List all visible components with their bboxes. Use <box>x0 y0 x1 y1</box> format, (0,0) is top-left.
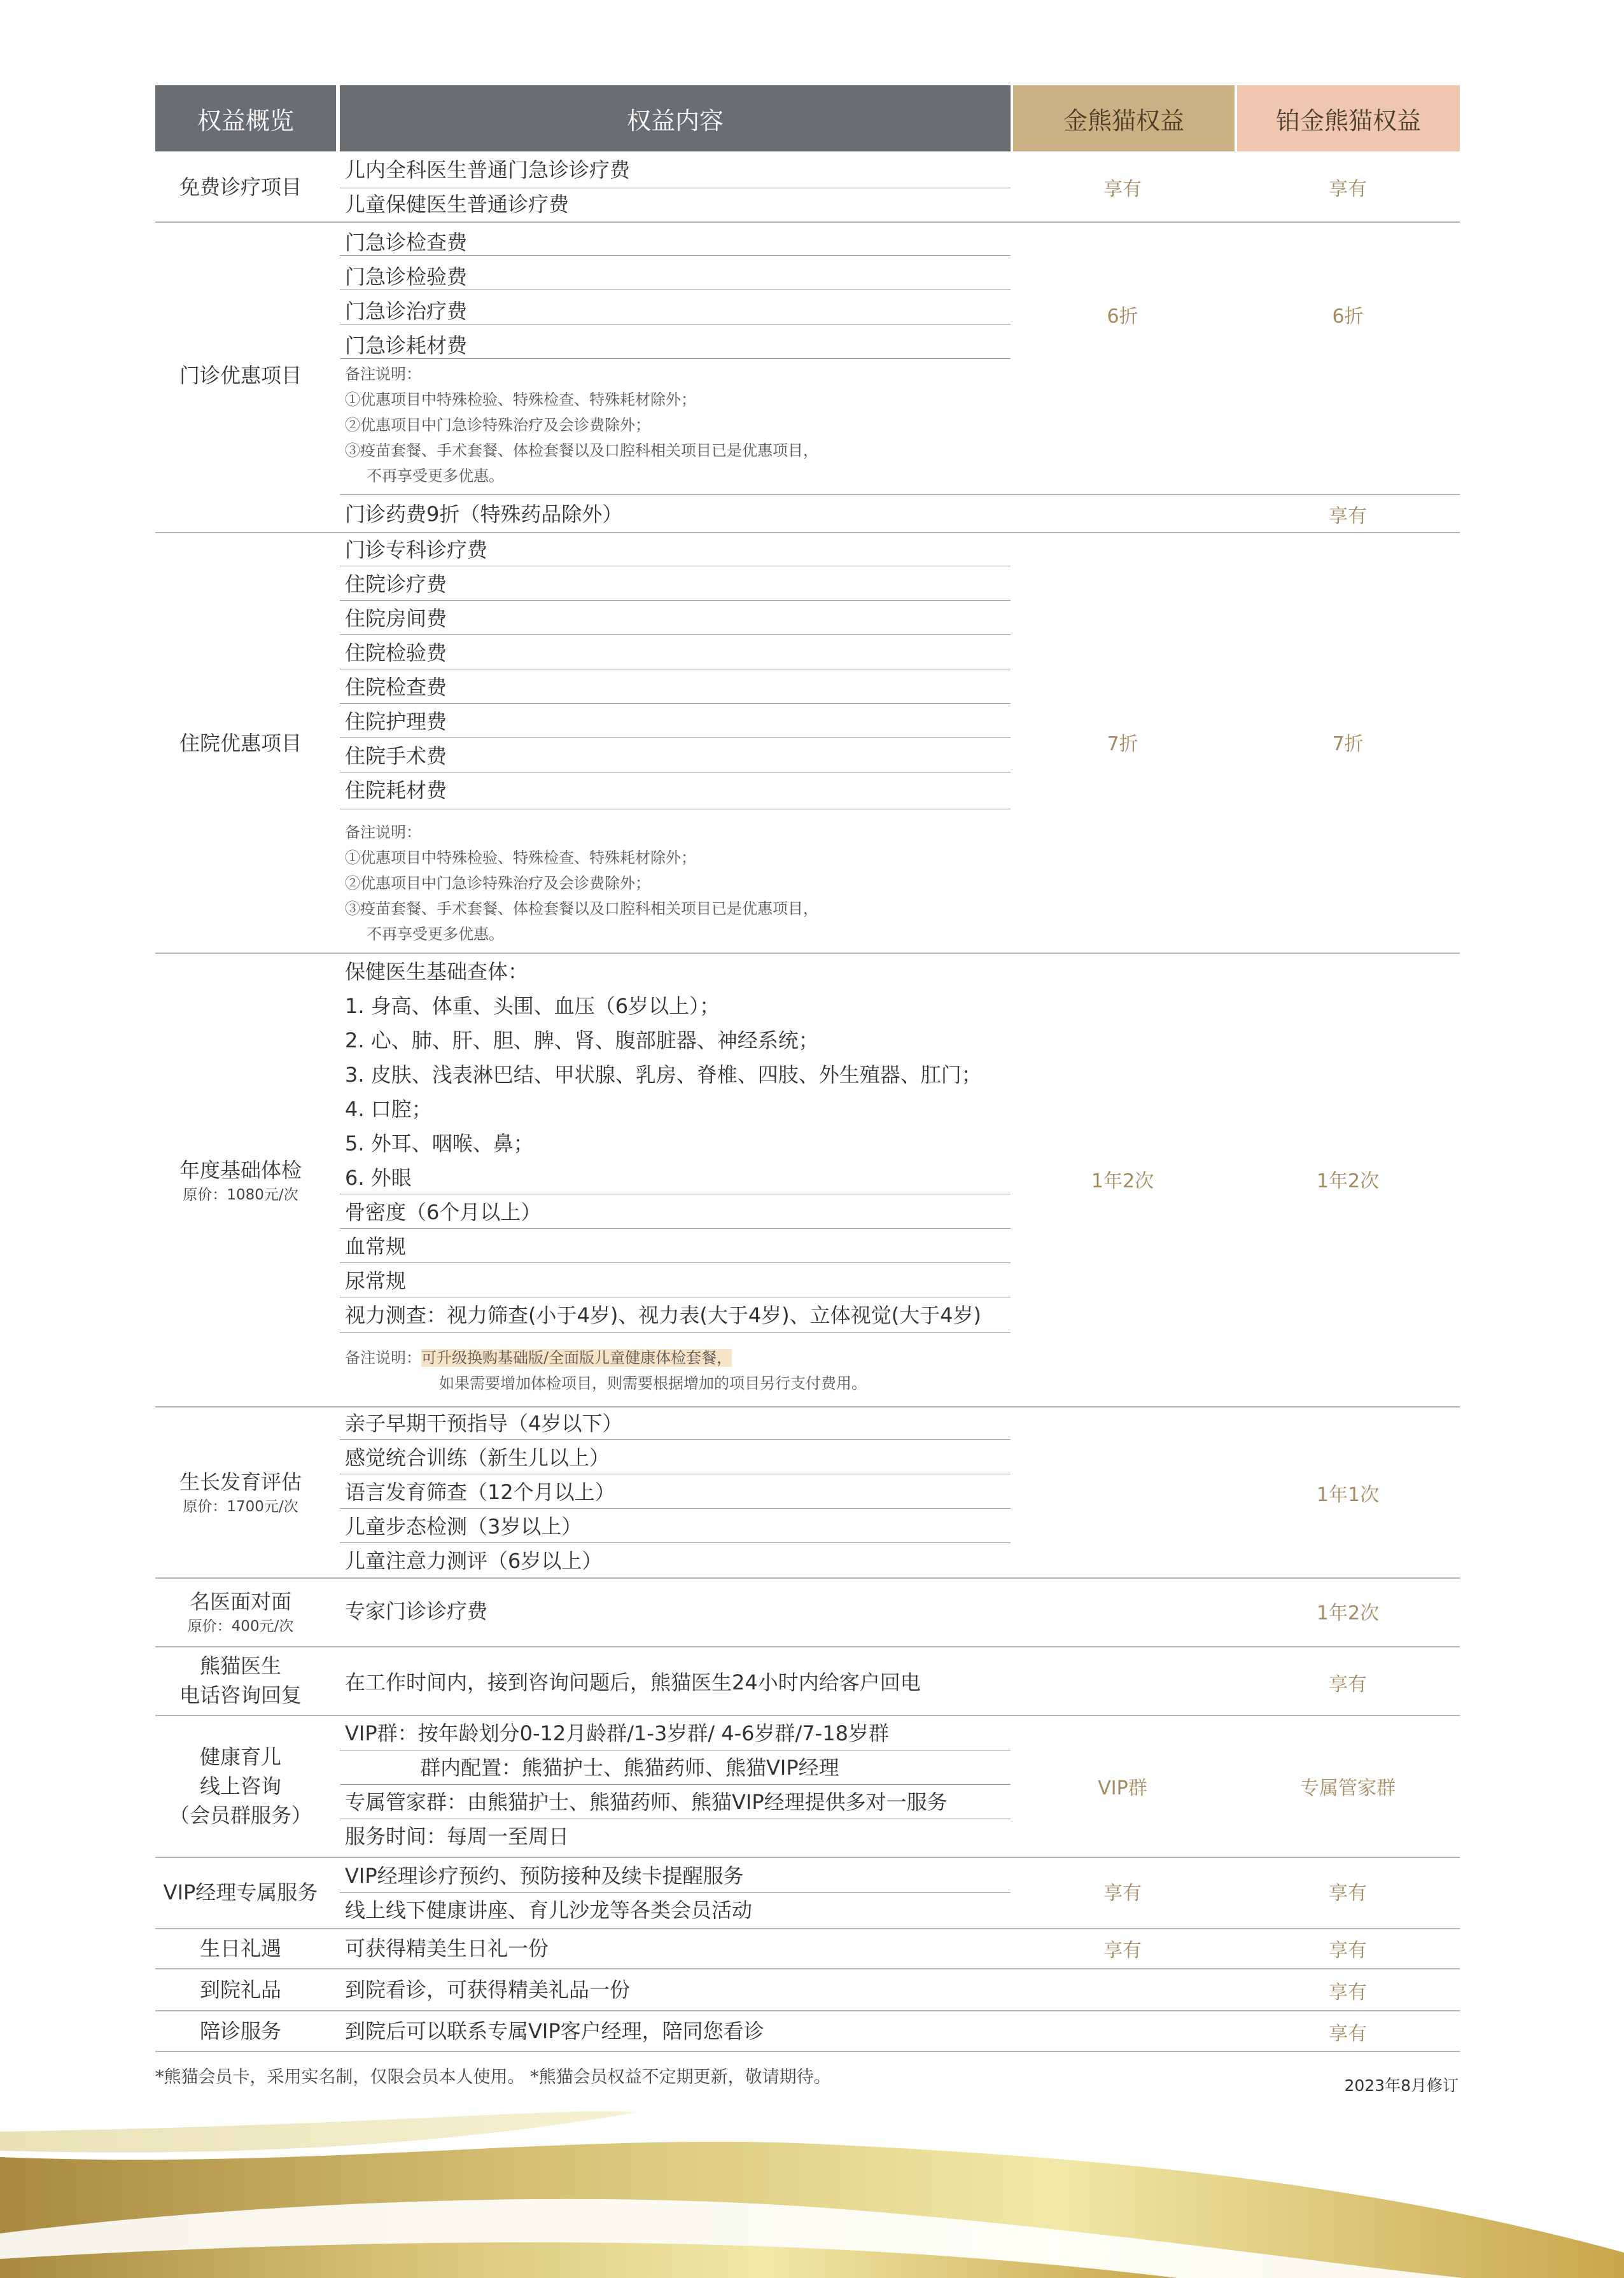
category-checkup-price: 原价：1080元/次 <box>183 1187 298 1203</box>
row-divider <box>340 324 1011 325</box>
category-phone-line: 电话咨询回复 <box>179 1683 302 1707</box>
content-item: 门急诊检查费 <box>345 230 468 255</box>
platinum-value: 1年2次 <box>1316 1170 1380 1192</box>
platinum-value: 享有 <box>1329 1882 1367 1904</box>
section-divider <box>155 1577 1460 1579</box>
content-item: 尿常规 <box>345 1269 407 1293</box>
row-divider <box>340 600 1011 601</box>
row-divider <box>340 255 1011 256</box>
category-vip-label: VIP经理专属服务 <box>163 1880 318 1904</box>
content-item: 儿内全科医生普通门急诊诊疗费 <box>345 158 631 182</box>
platinum-value: 享有 <box>1329 178 1367 200</box>
content-item: 门急诊治疗费 <box>345 299 468 323</box>
platinum-value: 1年1次 <box>1316 1484 1380 1506</box>
platinum-value: 享有 <box>1329 1674 1367 1696</box>
content-item: 视力测查：视力筛查(小于4岁)、视力表(大于4岁)、立体视觉(大于4岁) <box>345 1303 981 1327</box>
column-divider <box>339 151 340 2048</box>
content-item: 住院耗材费 <box>345 778 447 802</box>
gold-value: 享有 <box>1103 1939 1142 1962</box>
gold-value: 1年2次 <box>1091 1170 1154 1192</box>
section-divider <box>155 1968 1460 1969</box>
revision-date: 2023年8月修订 <box>1344 2076 1459 2095</box>
section-divider <box>155 2010 1460 2011</box>
content-item: 专属管家群：由熊猫护士、熊猫药师、熊猫VIP经理提供多对一服务 <box>345 1790 948 1814</box>
note-line: 不再享受更多优惠。 <box>367 467 504 485</box>
gold-value: 享有 <box>1103 178 1142 200</box>
platinum-value: 1年2次 <box>1316 1602 1380 1625</box>
category-outpatient <box>155 223 326 528</box>
category-online <box>155 1716 326 1856</box>
row-divider <box>340 1332 1011 1333</box>
section-divider <box>155 1646 1460 1647</box>
row-divider <box>340 1262 1011 1263</box>
content-item: 感觉统合训练（新生儿以上） <box>345 1446 610 1470</box>
header-overview <box>155 85 336 151</box>
header-gold <box>1013 85 1235 151</box>
category-birthday <box>155 1929 326 1967</box>
row-divider <box>340 1439 1011 1440</box>
content-item: 专家门诊诊疗费 <box>345 1599 488 1623</box>
platinum-value: 专属管家群 <box>1300 1777 1396 1799</box>
gold-wave-decoration <box>0 2106 1624 2278</box>
content-item: 骨密度（6个月以上） <box>345 1200 542 1224</box>
content-item: 在工作时间内，接到咨询问题后，熊猫医生24小时内给客户回电 <box>345 1670 921 1695</box>
category-growth-price: 原价：1700元/次 <box>183 1499 298 1515</box>
content-item: 门急诊检验费 <box>345 265 468 289</box>
platinum-value: 7折 <box>1332 733 1364 755</box>
gold-value: 享有 <box>1103 1882 1142 1904</box>
content-item: 5. 外耳、咽喉、鼻； <box>345 1131 534 1156</box>
content-item: 儿童步态检测（3岁以上） <box>345 1514 582 1539</box>
category-outpatient-label: 门诊优惠项目 <box>179 363 302 388</box>
category-growth-label: 生长发育评估 <box>179 1470 302 1494</box>
section-divider <box>155 221 1460 223</box>
note-line: 如果需要增加体检项目，则需要根据增加的项目另行支付费用。 <box>439 1374 867 1392</box>
content-item: 儿童保健医生普通诊疗费 <box>345 192 570 216</box>
content-item: VIP群：按年龄划分0-12月龄群/1-3岁群/ 4-6岁群/7-18岁群 <box>345 1721 889 1745</box>
content-item: 血常规 <box>345 1234 407 1259</box>
category-escort-label: 陪诊服务 <box>199 2019 281 2043</box>
content-item: 住院检验费 <box>345 641 447 665</box>
row-divider <box>340 1508 1011 1509</box>
row-divider <box>340 737 1011 738</box>
content-item: 3. 皮肤、浅表淋巴结、甲状腺、乳房、脊椎、四肢、外生殖器、肛门； <box>345 1063 982 1087</box>
category-free <box>155 153 326 221</box>
section-divider <box>155 1928 1460 1929</box>
note-line: ③疫苗套餐、手术套餐、体检套餐以及口腔科相关项目已是优惠项目， <box>345 442 818 459</box>
category-gift-label: 到院礼品 <box>199 1978 281 2002</box>
category-inpatient <box>155 533 326 953</box>
content-item: 语言发育筛查（12个月以上） <box>345 1480 615 1504</box>
platinum-value: 享有 <box>1329 2023 1367 2045</box>
category-vip <box>155 1858 326 1927</box>
row-divider <box>340 634 1011 635</box>
section-divider <box>155 1857 1460 1858</box>
gold-value: 6折 <box>1107 305 1138 328</box>
note-label: 备注说明： <box>345 1349 421 1367</box>
content-item: 线上线下健康讲座、育儿沙龙等各类会员活动 <box>345 1898 753 1922</box>
note-line <box>345 1345 732 1371</box>
content-item: 住院护理费 <box>345 709 447 734</box>
gold-value: 7折 <box>1107 733 1138 755</box>
category-online-line: 线上咨询 <box>199 1774 281 1798</box>
category-expert-label: 名医面对面 <box>189 1590 291 1614</box>
category-checkup-label: 年度基础体检 <box>179 1158 302 1182</box>
content-item: 2. 心、肺、肝、胆、脾、肾、腹部脏器、神经系统； <box>345 1028 819 1052</box>
platinum-value: 6折 <box>1332 305 1364 328</box>
content-item: 住院诊疗费 <box>345 572 447 596</box>
platinum-value: 享有 <box>1329 505 1367 528</box>
content-item: 住院检查费 <box>345 675 447 699</box>
note-line: 不再享受更多优惠。 <box>367 925 504 943</box>
section-divider <box>155 2051 1460 2052</box>
section-divider <box>155 953 1460 954</box>
content-item: 门急诊耗材费 <box>345 333 468 358</box>
note-line: ①优惠项目中特殊检验、特殊检查、特殊耗材除外； <box>345 849 696 867</box>
note-line: ①优惠项目中特殊检验、特殊检查、特殊耗材除外； <box>345 391 696 409</box>
category-free-label: 免费诊疗项目 <box>179 175 302 199</box>
content-item: 4. 口腔； <box>345 1097 432 1121</box>
header-gold-label: 金熊猫权益 <box>1063 106 1184 135</box>
footer-note: *熊猫会员卡，采用实名制，仅限会员本人使用。 *熊猫会员权益不定期更新，敬请期待。 <box>155 2067 831 2087</box>
content-item: VIP经理诊疗预约、预防接种及续卡提醒服务 <box>345 1864 744 1888</box>
category-inpatient-label: 住院优惠项目 <box>179 731 302 755</box>
gold-value: VIP群 <box>1098 1777 1147 1799</box>
note-line: ②优惠项目中门急诊特殊治疗及会诊费除外； <box>345 874 650 892</box>
note-highlight: 可升级换购基础版/全面版儿童健康体检套餐， <box>421 1349 732 1367</box>
content-item: 6. 外眼 <box>345 1166 412 1190</box>
category-phone-line: 熊猫医生 <box>199 1654 281 1678</box>
note-line: ②优惠项目中门急诊特殊治疗及会诊费除外； <box>345 416 650 434</box>
category-escort <box>155 2011 326 2051</box>
content-item: 门诊专科诊疗费 <box>345 538 488 562</box>
platinum-value: 享有 <box>1329 1981 1367 2004</box>
row-divider <box>340 703 1011 704</box>
header-platinum-label: 铂金熊猫权益 <box>1275 106 1421 135</box>
row-divider <box>340 494 1460 495</box>
category-online-line: （会员群服务） <box>169 1803 312 1827</box>
category-online-line: 健康育儿 <box>199 1745 281 1769</box>
header-platinum <box>1237 85 1460 151</box>
content-item: 住院房间费 <box>345 606 447 631</box>
category-phone <box>155 1647 326 1714</box>
note-label: 备注说明： <box>345 365 421 383</box>
content-item: 到院后可以联系专属VIP客户经理，陪同您看诊 <box>345 2019 764 2043</box>
content-item: 保健医生基础查体： <box>345 960 529 984</box>
category-gift <box>155 1969 326 2010</box>
content-item: 1. 身高、体重、头围、血压（6岁以上）； <box>345 994 720 1018</box>
content-item: 可获得精美生日礼一份 <box>345 1936 549 1960</box>
row-divider <box>340 1228 1011 1229</box>
content-item: 住院手术费 <box>345 744 447 768</box>
content-item: 亲子早期干预指导（4岁以下） <box>345 1411 623 1436</box>
category-expert-price: 原价：400元/次 <box>187 1618 294 1635</box>
content-item: 儿童注意力测评（6岁以上） <box>345 1549 603 1573</box>
note-line: ③疫苗套餐、手术套餐、体检套餐以及口腔科相关项目已是优惠项目， <box>345 900 818 918</box>
category-birthday-label: 生日礼遇 <box>199 1936 281 1960</box>
content-item: 门诊药费9折（特殊药品除外） <box>345 502 623 526</box>
content-item: 服务时间：每周一至周日 <box>345 1824 570 1848</box>
row-divider <box>340 358 1011 359</box>
content-item: 到院看诊，可获得精美礼品一份 <box>345 1978 631 2002</box>
category-growth <box>155 1408 326 1577</box>
header-overview-label: 权益概览 <box>197 106 294 135</box>
row-divider <box>340 1542 1011 1543</box>
category-expert <box>155 1579 326 1645</box>
note-label: 备注说明： <box>345 823 421 841</box>
platinum-value: 享有 <box>1329 1939 1367 1962</box>
header-content <box>340 85 1011 151</box>
category-checkup <box>155 954 326 1407</box>
header-content-label: 权益内容 <box>626 106 724 135</box>
content-item: 群内配置：熊猫护士、熊猫药师、熊猫VIP经理 <box>420 1756 839 1780</box>
